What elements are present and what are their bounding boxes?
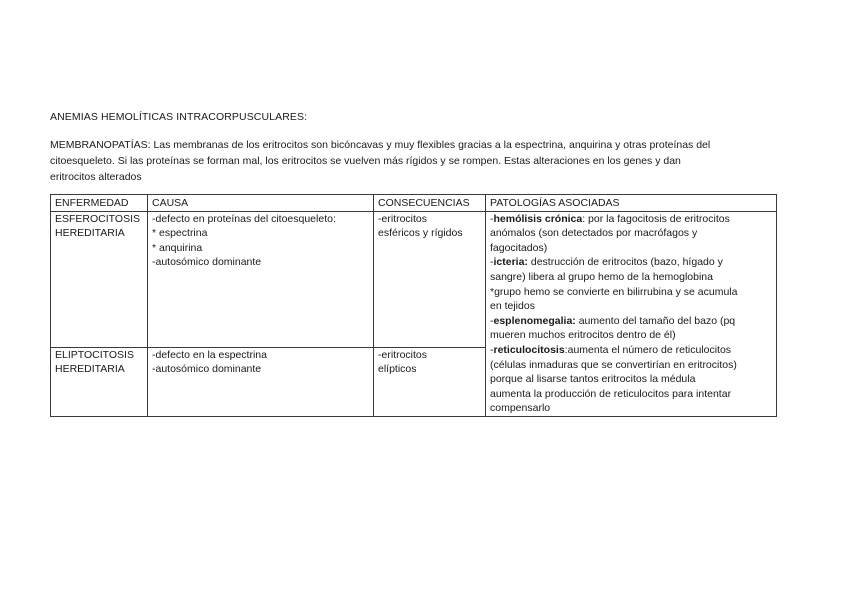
term-reticulocitosis: reticulocitosis: [493, 343, 565, 356]
cell-line: ELIPTOCITOSIS: [55, 348, 134, 361]
table-header-row: [51, 195, 777, 212]
header-enfermedad: ENFERMEDAD: [51, 195, 148, 212]
header-causa: CAUSA: [148, 195, 374, 212]
cell-enfermedad: [51, 211, 148, 347]
intro-line: eritrocitos alterados: [50, 171, 142, 183]
cell-line: -eritrocitos: [378, 348, 428, 361]
cell-line: -hemólisis crónica: por la fagocitosis de eritrocitos: [490, 212, 730, 225]
cell-line: sangre) libera al grupo hemo de la hemoglobina: [490, 270, 713, 283]
text: :aumenta el número de reticulocitos: [564, 343, 732, 356]
membranopatias-table: [50, 194, 777, 417]
page-title: ANEMIAS HEMOLÍTICAS INTRACORPUSCULARES:: [50, 111, 308, 123]
text: aumento del tamaño del bazo (pq: [575, 314, 736, 327]
cell-consecuencias: [374, 211, 486, 347]
cell-line: mueren muchos eritrocitos dentro de él): [490, 329, 676, 342]
table-row: [51, 211, 777, 347]
cell-line: HEREDITARIA: [55, 227, 125, 240]
cell-line: * anquirina: [152, 241, 203, 254]
cell-line: -autosómico dominante: [152, 256, 262, 269]
header-patologias: PATOLOGÍAS ASOCIADAS: [486, 195, 777, 212]
cell-line: * espectrina: [152, 227, 208, 240]
term-esplenomegalia: esplenomegalia:: [493, 314, 576, 327]
cell-line: compensarlo: [490, 402, 551, 415]
cell-enfermedad: [51, 347, 148, 416]
cell-line: -eritrocitos: [378, 212, 428, 225]
intro-line: citoesqueleto. Si las proteínas se forman mal, los eritrocitos se vuelven más rígidos y se rompen. Estas alteraciones en los genes y dan: [50, 155, 681, 167]
intro-paragraph: [50, 137, 785, 185]
cell-line: *grupo hemo se convierte en bilirrubina y se acumula: [490, 285, 738, 298]
cell-consecuencias: [374, 347, 486, 416]
cell-causa: [148, 347, 374, 416]
cell-line: ESFEROCITOSIS: [55, 212, 140, 225]
term-hemolisis: hemólisis crónica: [493, 212, 583, 225]
intro-line: MEMBRANOPATÍAS: Las membranas de los eritrocitos son bicóncavas y muy flexibles gracias a la espectrina, anquirina y otras proteínas del: [50, 139, 711, 151]
cell-line: -icteria: destrucción de eritrocitos (bazo, hígado y: [490, 256, 723, 269]
cell-line: -autosómico dominante: [152, 363, 262, 376]
cell-line: en tejidos: [490, 300, 535, 313]
cell-line: -reticulocitosis:aumenta el número de reticulocitos: [490, 343, 732, 356]
cell-line: esféricos y rígidos: [378, 227, 463, 240]
cell-line: porque al lisarse tantos eritrocitos la médula: [490, 373, 696, 386]
cell-line: -esplenomegalia: aumento del tamaño del bazo (pq: [490, 314, 736, 327]
cell-patologias: [486, 211, 777, 416]
cell-line: HEREDITARIA: [55, 363, 125, 376]
cell-causa: [148, 211, 374, 347]
cell-line: aumenta la producción de reticulocitos para intentar: [490, 387, 732, 400]
term-icteria: icteria:: [493, 256, 528, 269]
cell-line: (células inmaduras que se convertirían en eritrocitos): [490, 358, 737, 371]
cell-line: -defecto en proteínas del citoesqueleto:: [152, 212, 336, 225]
header-consecuencias: CONSECUENCIAS: [374, 195, 486, 212]
cell-line: -defecto en la espectrina: [152, 348, 267, 361]
text: destrucción de eritrocitos (bazo, hígado y: [527, 256, 723, 269]
text: : por la fagocitosis de eritrocitos: [582, 212, 730, 225]
cell-line: elípticos: [378, 363, 417, 376]
cell-line: fagocitados): [490, 241, 548, 254]
cell-line: anómalos (son detectados por macrófagos y: [490, 227, 698, 240]
